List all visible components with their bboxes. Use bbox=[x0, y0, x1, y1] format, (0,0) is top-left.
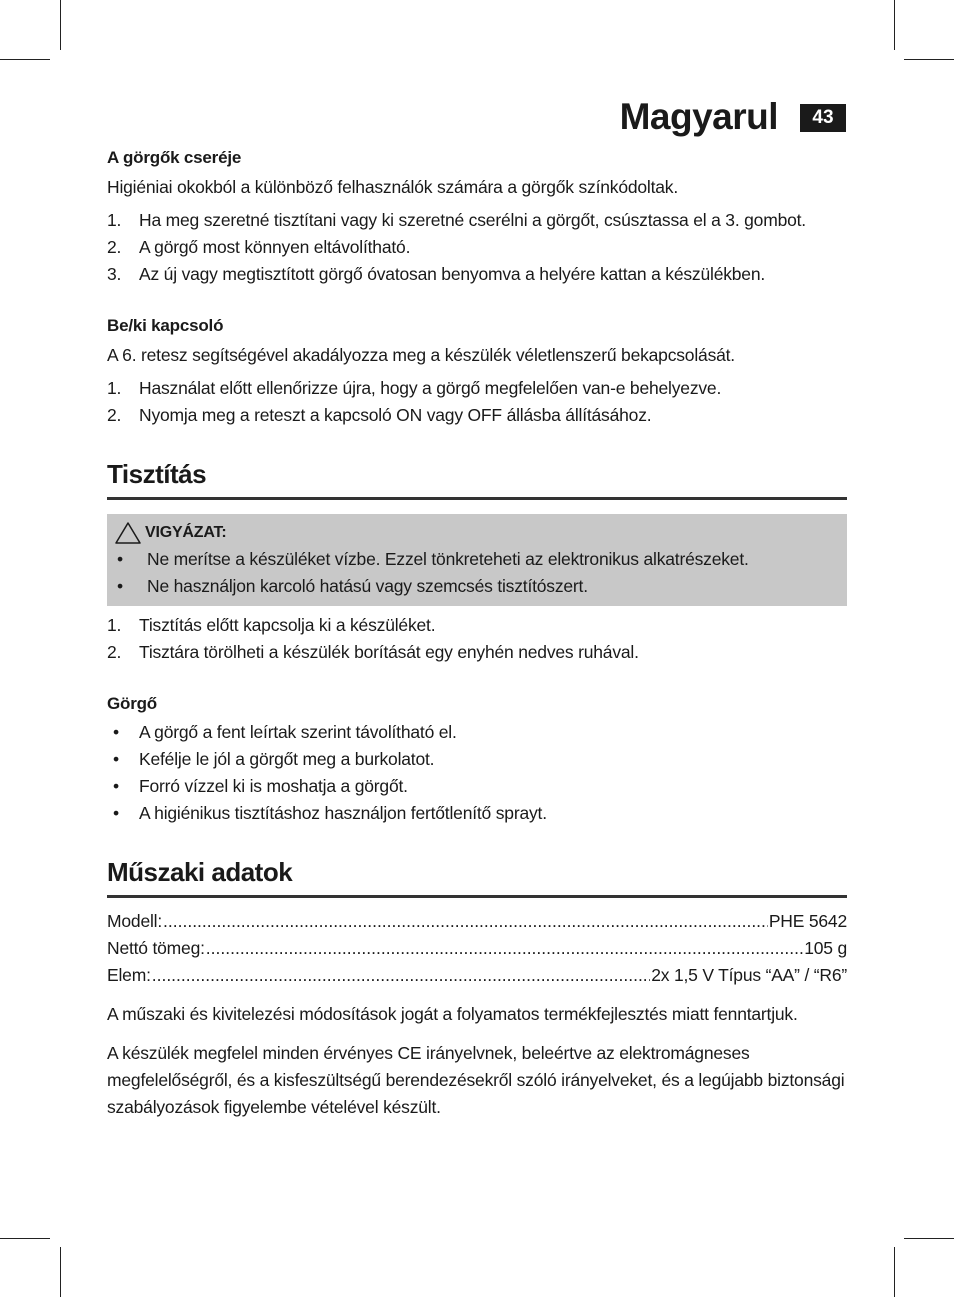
list-item: • A görgő a fent leírtak szerint távolítható el. bbox=[113, 722, 457, 742]
spec-row-weight: Nettó tömeg: ..... 105 g bbox=[107, 935, 847, 962]
list-item: 2. A görgő most könnyen eltávolítható. bbox=[107, 237, 411, 257]
crop-mark bbox=[904, 59, 954, 60]
list-item: • Ne használjon karcoló hatású vagy szemcsés tisztítószert. bbox=[117, 576, 588, 596]
list-item: 1. Ha meg szeretné tisztítani vagy ki szeretné cserélni a görgőt, csúsztassa el a 3. gombot. bbox=[107, 210, 806, 230]
specs-note-ce: A készülék megfelel minden érvényes CE irányelvnek, beleértve az elektromágneses megfelelőségről, és a kisfeszültségű berendezésekről szóló irányelveket, és a legújabb biztonsági szabályozások figyelembe vételével készült. bbox=[107, 1043, 845, 1117]
specs-note-modifications: A műszaki és kivitelezési módosítások jogát a folyamatos termékfejlesztés miatt fenntartjuk. bbox=[107, 1004, 798, 1024]
list-item: 2. Tisztára törölheti a készülék borítását egy enyhén nedves ruhával. bbox=[107, 642, 639, 662]
cleaning-section-title: Tisztítás bbox=[107, 457, 847, 500]
list-item: • A higiénikus tisztításhoz használjon fertőtlenítő sprayt. bbox=[113, 803, 547, 823]
roller-list bbox=[107, 719, 847, 827]
crop-mark bbox=[894, 0, 895, 50]
crop-mark bbox=[0, 1238, 50, 1239]
list-item: 1. Tisztítás előtt kapcsolja ki a készüléket. bbox=[107, 615, 436, 635]
page-content bbox=[107, 146, 847, 1121]
specs-section-title: Műszaki adatok bbox=[107, 855, 847, 898]
rollers-intro: Higiéniai okokból a különböző felhasználók számára a görgők színkódoltak. bbox=[107, 177, 679, 197]
crop-mark bbox=[894, 1247, 895, 1297]
switch-heading: Be/ki kapcsoló bbox=[107, 316, 224, 335]
warning-box bbox=[107, 514, 847, 606]
crop-mark bbox=[0, 59, 50, 60]
spec-row-battery: Elem: ..... 2x 1,5 V Típus “AA” / “R6” bbox=[107, 962, 847, 989]
list-item: • Ne merítse a készüléket vízbe. Ezzel tönkreteheti az elektronikus alkatrészeket. bbox=[117, 549, 749, 569]
list-item: 3. Az új vagy megtisztított görgő óvatosan benyomva a helyére kattan a készülékben. bbox=[107, 264, 766, 284]
crop-mark bbox=[60, 1247, 61, 1297]
roller-heading: Görgő bbox=[107, 694, 157, 713]
rollers-heading: A görgők cseréje bbox=[107, 148, 242, 167]
spec-row-model: Modell: ..... PHE 5642 bbox=[107, 908, 847, 935]
switch-steps bbox=[107, 375, 847, 429]
warning-icon bbox=[115, 522, 141, 544]
list-item: • Forró vízzel ki is moshatja a görgőt. bbox=[113, 776, 408, 796]
warning-list bbox=[115, 546, 839, 600]
specs-table bbox=[107, 908, 847, 989]
page-title: Magyarul bbox=[619, 96, 778, 137]
crop-mark bbox=[904, 1238, 954, 1239]
rollers-steps bbox=[107, 207, 847, 288]
switch-intro: A 6. retesz segítségével akadályozza meg a készülék véletlenszerű bekapcsolását. bbox=[107, 345, 735, 365]
warning-label: VIGYÁZAT: bbox=[145, 524, 227, 541]
list-item: 1. Használat előtt ellenőrizze újra, hogy a görgő megfelelően van-e behelyezve. bbox=[107, 378, 722, 398]
cleaning-steps bbox=[107, 612, 847, 666]
crop-mark bbox=[60, 0, 61, 50]
list-item: • Kefélje le jól a görgőt meg a burkolatot. bbox=[113, 749, 435, 769]
list-item: 2. Nyomja meg a reteszt a kapcsoló ON vagy OFF állásba állításához. bbox=[107, 405, 652, 425]
page-number-badge: 43 bbox=[800, 104, 846, 132]
